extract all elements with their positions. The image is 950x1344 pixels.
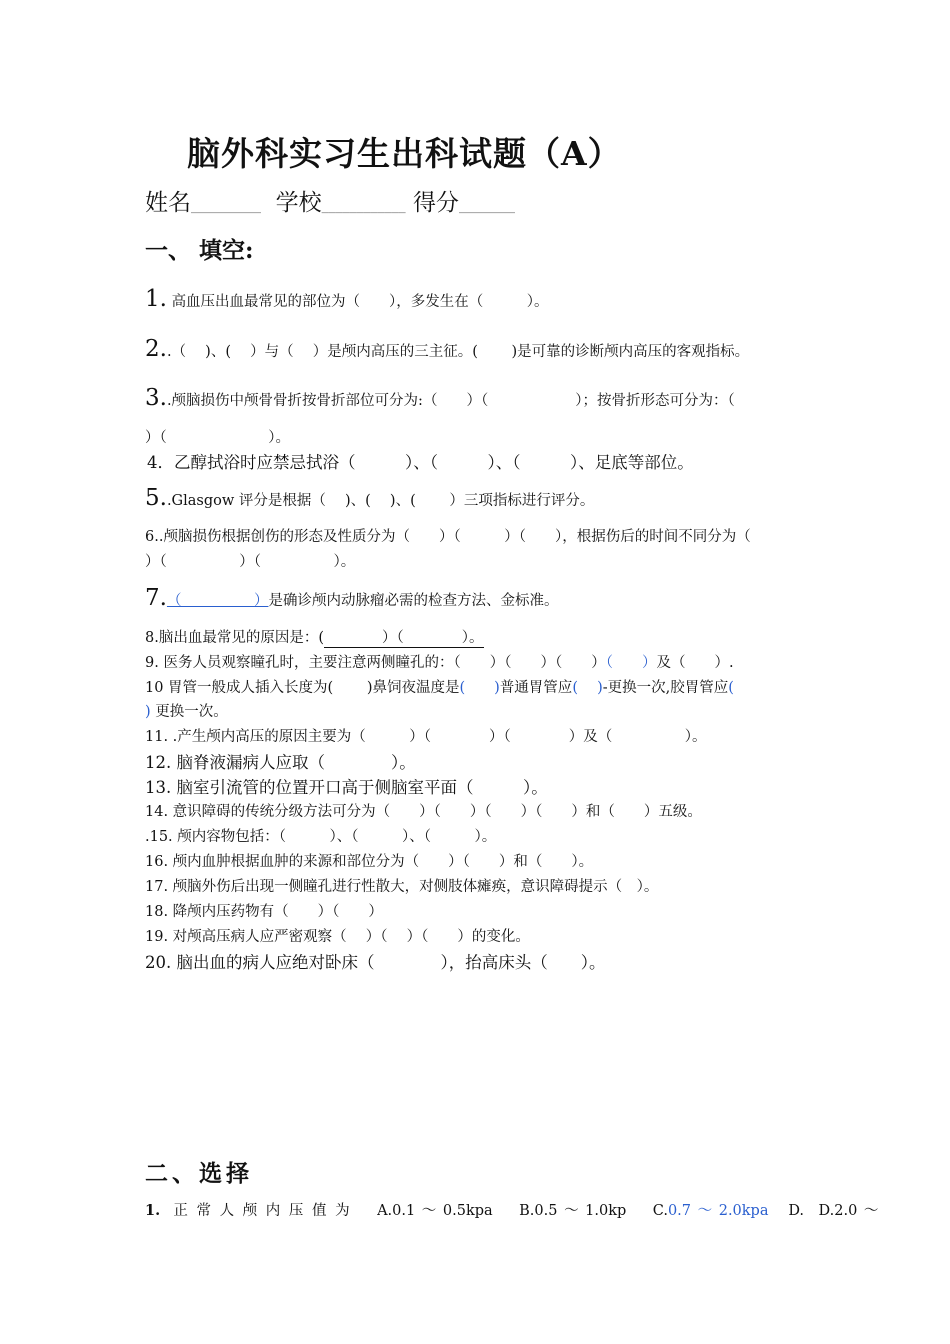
section-heading-choice: 二、选择 (145, 1160, 253, 1187)
section-heading-fill-blank: 一、 填空: (145, 237, 254, 264)
question-number: 5. (145, 485, 167, 511)
score-label: 得分 (412, 190, 459, 216)
question-text: -更换一次,胶胃管应 (602, 680, 729, 696)
question-7 (145, 585, 558, 611)
option-c-prefix: C. (652, 1203, 668, 1219)
question-blank: （ ） (605, 655, 657, 671)
question-text: .（ )、( ）与（ ）是颅内高压的三主征。( )是可靠的诊断颅内高压的客观指标。 (166, 344, 750, 360)
question-8 (145, 626, 484, 648)
question-10-continuation (145, 700, 228, 721)
question-blank: ( (728, 680, 734, 696)
question-text: .颅脑损伤中颅骨骨折按骨折部位可分为:（ ）（ ）；按骨折形态可分为：（ (166, 393, 735, 409)
question-number: 7. (145, 585, 167, 611)
question-4: 4．乙醇拭浴时应禁忌拭浴（ ）、（ ）、（ ）、足底等部位。 (147, 453, 694, 472)
question-blank: ) (145, 704, 151, 720)
question-tail: 及（ ）. (656, 655, 734, 671)
question-text: 8.脑出血最常见的原因是：( (145, 630, 324, 646)
question-text: 普通胃管应 (499, 680, 573, 696)
question-19: 19. 对颅高压病人应严密观察（ ）（ ）（ ）的变化。 (145, 929, 530, 945)
question-16: 16. 颅内血肿根据血肿的来源和部位分为（ ）（ ）和（ ）。 (145, 854, 594, 870)
question-9 (145, 651, 734, 672)
question-13: 13. 脑室引流管的位置开口高于侧脑室平面（ ）。 (145, 778, 548, 797)
question-number: 1. (145, 286, 167, 312)
question-6: 6..颅脑损伤根据创伤的形态及性质分为（ ）（ ）（ ），根据伤后的时间不同分为（ (145, 529, 751, 545)
question-3-continuation: ）（ ）。 (145, 430, 290, 446)
question-3 (145, 385, 735, 411)
question-12: 12. 脑脊液漏病人应取（ ）。 (145, 753, 416, 772)
question-20: 20. 脑出血的病人应绝对卧床（ ），抬高床头（ ）。 (145, 953, 606, 972)
page-title: 脑外科实习生出科试题（A） (187, 134, 622, 173)
option-d: D. D.2.0 ～ (788, 1203, 879, 1219)
option-a: A.0.1 ～ 0.5kpa (377, 1203, 493, 1219)
question-text: 是确诊颅内动脉瘤必需的检查方法、金标准。 (268, 593, 559, 609)
question-text: 9. 医务人员观察瞳孔时，主要注意两侧瞳孔的：（ ）（ ）（ ） (145, 655, 606, 671)
question-5 (145, 485, 594, 511)
question-18: 18. 降颅内压药物有（ ）（ ） (145, 904, 383, 920)
question-text: 高血压出血最常见的部位为（ ），多发生在（ ）。 (171, 294, 549, 310)
question-15: .15. 颅内容物包括：（ ）、（ ）、（ ）。 (145, 829, 497, 845)
name-blank: __________ (191, 198, 261, 214)
question-text: .Glasgow 评分是根据（ )、( )、( ）三项指标进行评分。 (166, 493, 595, 509)
school-label: 学校 (275, 190, 322, 216)
option-c-value: 0.7 ～ 2.0kpa (667, 1203, 769, 1219)
choice-question-1 (145, 1199, 878, 1220)
question-text: 10 胃管一般成人插入长度为( )鼻饲夜温度是 (145, 680, 460, 696)
question-11: 11. .产生颅内高压的原因主要为（ ）（ ）（ ）及（ ）。 (145, 729, 707, 745)
question-blank: ( ) (572, 680, 603, 696)
question-14: 14. 意识障碍的传统分级方法可分为（ ）（ ）（ ）（ ）和（ ）五级。 (145, 804, 702, 820)
question-6-continuation: ）（ ）（ ）。 (145, 554, 356, 570)
question-number: 2. (145, 336, 167, 362)
question-stem: 正 常 人 颅 内 压 值 为 (173, 1203, 351, 1219)
question-text: 更换一次。 (150, 704, 228, 720)
school-blank: ____________ (321, 198, 406, 214)
question-1 (145, 286, 549, 312)
name-label: 姓名 (145, 190, 191, 216)
question-17: 17. 颅脑外伤后出现一侧瞳孔进行性散大，对侧肢体瘫痪，意识障碍提示（ ）。 (145, 879, 659, 895)
question-blank: ( ) (459, 680, 500, 696)
question-blank: ）（ ）。 (324, 626, 484, 648)
option-b: B.0.5 ～ 1.0kp (519, 1203, 627, 1219)
question-blank: （ ） (166, 593, 269, 609)
question-2 (145, 336, 749, 362)
question-number: 3. (145, 385, 167, 411)
score-blank: ________ (458, 198, 515, 214)
question-10 (145, 676, 734, 697)
question-number: 1. (145, 1202, 161, 1219)
student-info-line (145, 184, 515, 217)
